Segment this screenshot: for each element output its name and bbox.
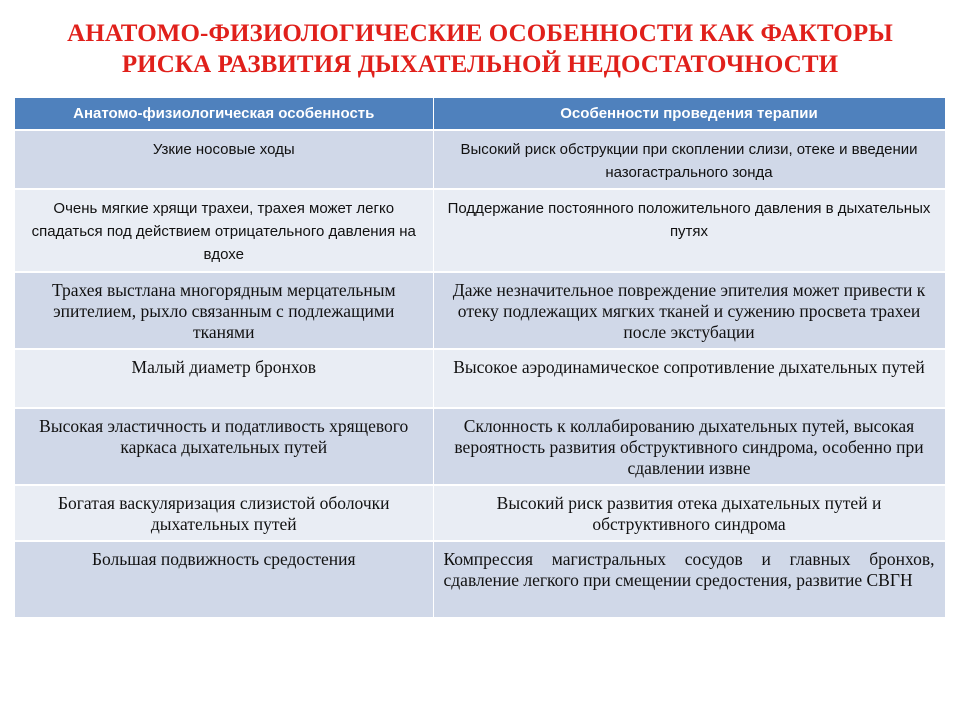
header-therapy: Особенности проведения терапии: [433, 98, 945, 130]
slide-title-line-1: АНАТОМО-ФИЗИОЛОГИЧЕСКИЕ ОСОБЕННОСТИ КАК ФАКТОРЫ: [67, 20, 893, 47]
slide-title-line-2: РИСКА РАЗВИТИЯ ДЫХАТЕЛЬНОЙ НЕДОСТАТОЧНОСТИ: [121, 51, 839, 78]
table-row: [15, 189, 945, 272]
feature-cell: Богатая васкуляризация слизистой оболочки дыхательных путей: [15, 485, 433, 541]
table-row: [15, 130, 945, 189]
table-row: [15, 272, 945, 349]
table-row: [15, 408, 945, 485]
feature-cell: Очень мягкие хрящи трахеи, трахея может легко спадаться под действием отрицательного давления на вдохе: [15, 189, 433, 272]
table-row: [15, 541, 945, 617]
therapy-cell: Склонность к коллабированию дыхательных путей, высокая вероятность развития обструктивного синдрома, особенно при сдавлении извне: [433, 408, 945, 485]
feature-cell: Малый диаметр бронхов: [15, 349, 433, 408]
features-table: [15, 98, 946, 617]
feature-cell: Большая подвижность средостения: [15, 541, 433, 617]
table-row: [15, 485, 945, 541]
therapy-cell: Даже незначительное повреждение эпителия может привести к отеку подлежащих мягких тканей и сужению просвета трахеи после экстубации: [433, 272, 945, 349]
therapy-cell: Компрессия магистральных сосудов и главных бронхов, сдавление легкого при смещении средостения, развитие СВГН: [433, 541, 945, 617]
therapy-cell: Поддержание постоянного положительного давления в дыхательных путях: [433, 189, 945, 272]
therapy-cell: Высокий риск обструкции при скоплении слизи, отеке и введении назогастрального зонда: [433, 130, 945, 189]
therapy-cell: Высокий риск развития отека дыхательных путей и обструктивного синдрома: [433, 485, 945, 541]
therapy-cell: Высокое аэродинамическое сопротивление дыхательных путей: [433, 349, 945, 408]
feature-cell: Высокая эластичность и податливость хрящевого каркаса дыхательных путей: [15, 408, 433, 485]
feature-cell: Узкие носовые ходы: [15, 130, 433, 189]
slide-title: [0, 18, 960, 80]
table-row: [15, 349, 945, 408]
feature-cell: Трахея выстлана многорядным мерцательным эпителием, рыхло связанным с подлежащими тканями: [15, 272, 433, 349]
header-feature: Анатомо-физиологическая особенность: [15, 98, 433, 130]
table-header-row: [15, 98, 945, 130]
